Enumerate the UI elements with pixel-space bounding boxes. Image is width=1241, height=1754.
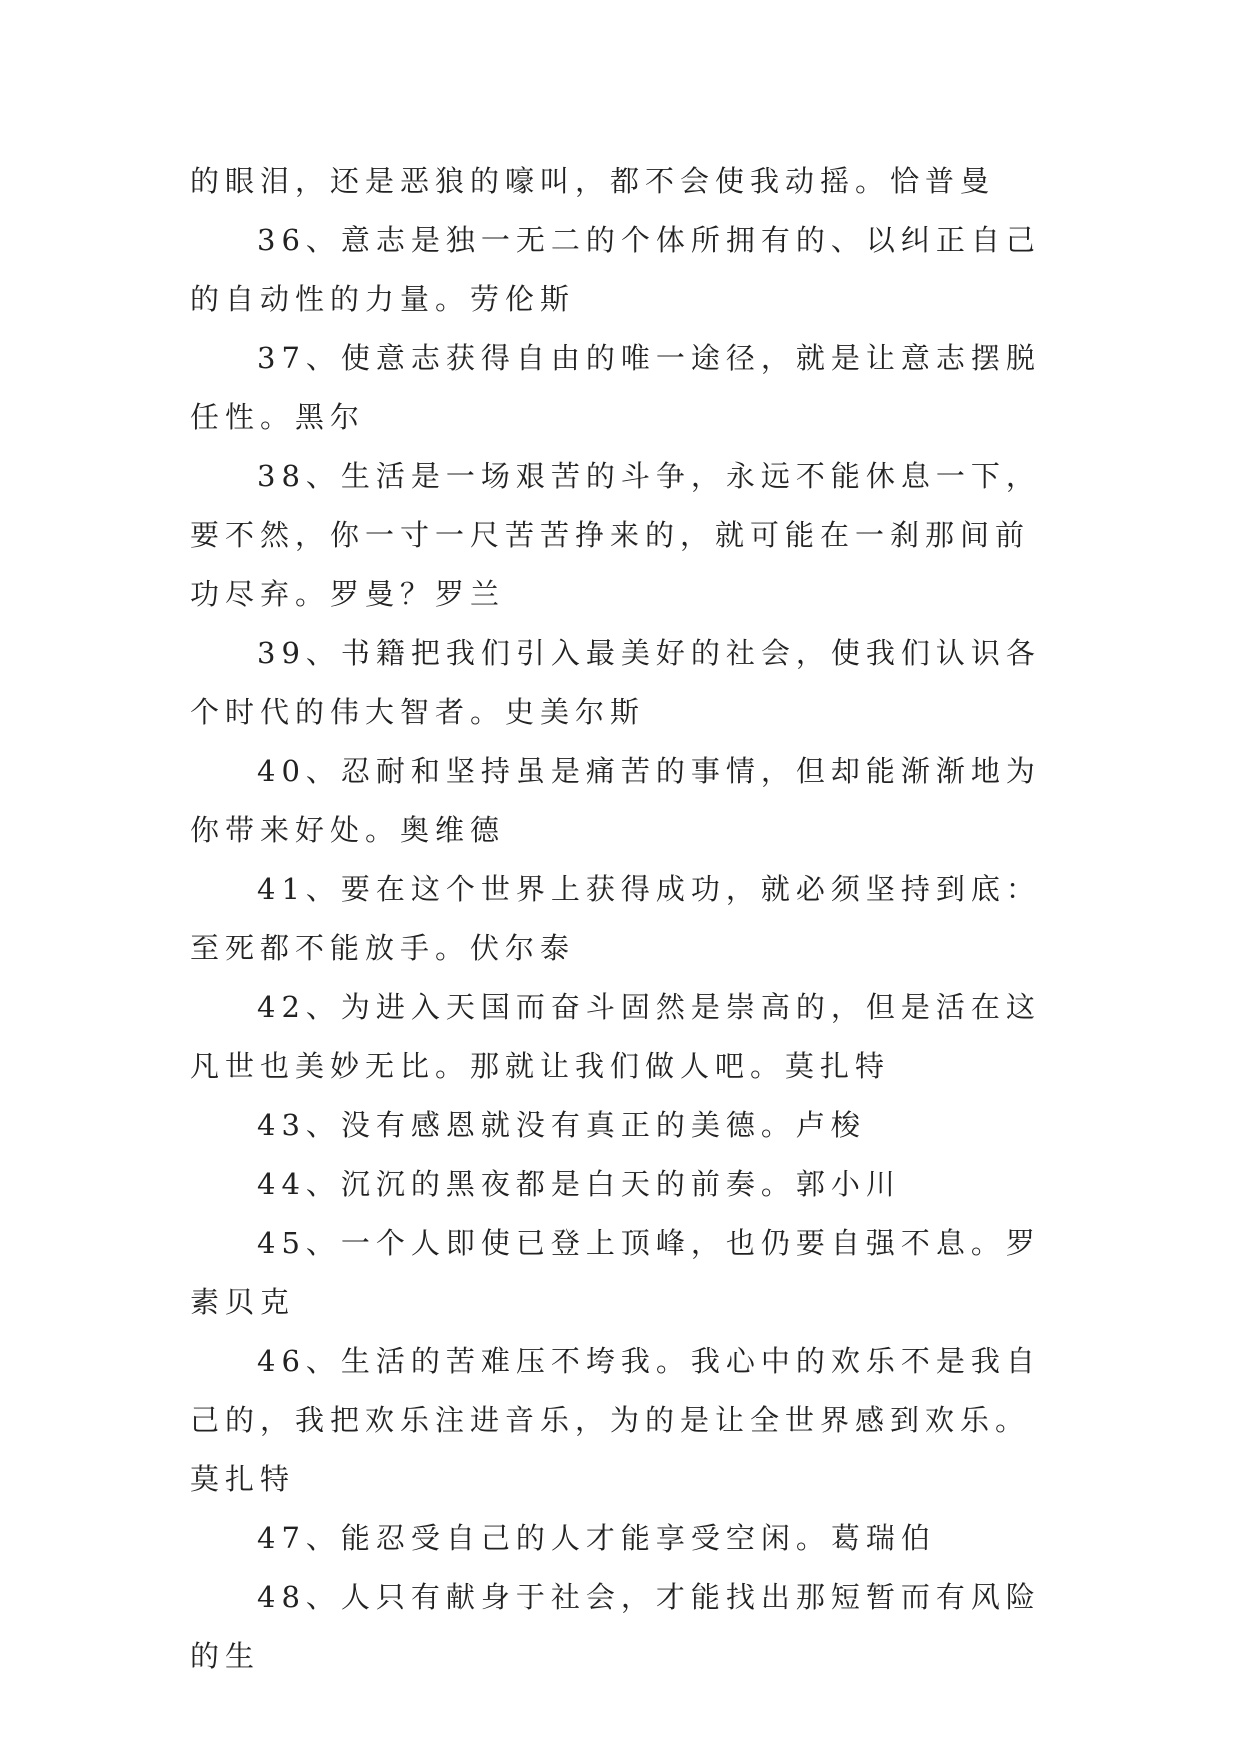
quote-42: 42、为进入天国而奋斗固然是崇高的，但是活在这凡世也美妙无比。那就让我们做人吧。莫扎特 <box>190 990 1041 1083</box>
quote-37: 37、使意志获得自由的唯一途径，就是让意志摆脱任性。黑尔 <box>190 341 1041 434</box>
quote-47: 47、能忍受自己的人才能享受空闲。葛瑞伯 <box>257 1521 936 1555</box>
quote-48: 48、人只有献身于社会，才能找出那短暂而有风险的生 <box>190 1580 1041 1673</box>
quote-40: 40、忍耐和坚持虽是痛苦的事情，但却能渐渐地为你带来好处。奥维德 <box>190 754 1041 847</box>
quote-39: 39、书籍把我们引入最美好的社会，使我们认识各个时代的伟大智者。史美尔斯 <box>190 636 1041 729</box>
quote-38: 38、生活是一场艰苦的斗争，永远不能休息一下，要不然，你一寸一尺苦苦挣来的，就可能在一刹那间前功尽弃。罗曼？罗兰 <box>190 459 1041 611</box>
quote-44: 44、沉沉的黑夜都是白天的前奏。郭小川 <box>257 1167 901 1201</box>
document-body <box>190 152 1050 1686</box>
quote-36: 36、意志是独一无二的个体所拥有的、以纠正自己的自动性的力量。劳伦斯 <box>190 223 1041 316</box>
quote-45: 45、一个人即使已登上顶峰，也仍要自强不息。罗素贝克 <box>190 1226 1041 1319</box>
quote-43: 43、没有感恩就没有真正的美德。卢梭 <box>257 1108 866 1142</box>
paragraph-continuation: 的眼泪，还是恶狼的嚎叫，都不会使我动摇。恰普曼 <box>190 164 996 198</box>
quote-46: 46、生活的苦难压不垮我。我心中的欢乐不是我自己的，我把欢乐注进音乐，为的是让全世界感到欢乐。莫扎特 <box>190 1344 1041 1496</box>
quote-41: 41、要在这个世界上获得成功，就必须坚持到底：至死都不能放手。伏尔泰 <box>190 872 1041 965</box>
